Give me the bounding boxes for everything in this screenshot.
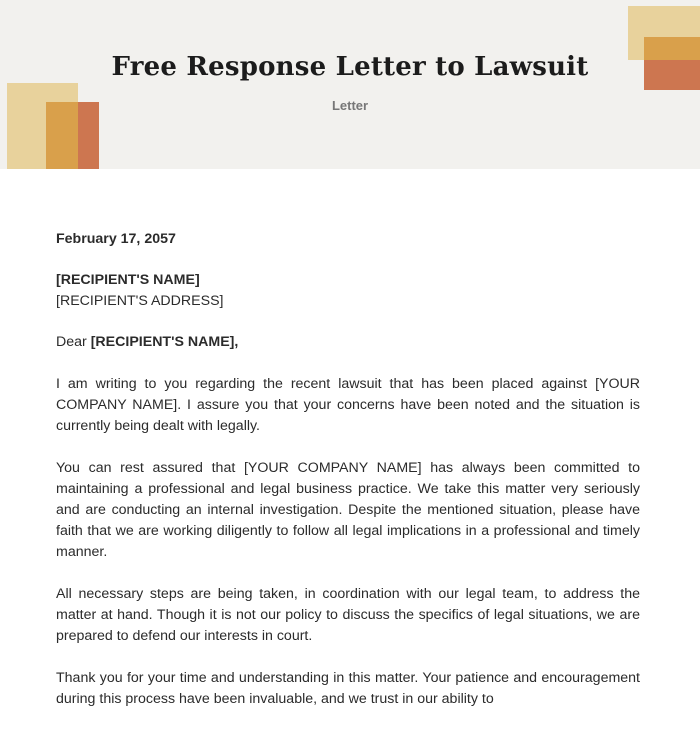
letter-paragraph: You can rest assured that [YOUR COMPANY NAME] has always been committed to maintaining a professional and legal business practice. We take this matter very seriously and are conducting an internal investigation. Despite the mentioned situation, please have faith that we are working diligently to follow all legal implications in a professional and timely manner. xyxy=(56,460,640,560)
letter-paragraph: I am writing to you regarding the recent lawsuit that has been placed against [YOUR COMPANY NAME]. I assure you that your concerns have been noted and the situation is currently being dealt with legally. xyxy=(56,376,640,434)
document-header xyxy=(0,0,700,169)
document-subtitle: Letter xyxy=(331,98,369,113)
letter-date: February 17, 2057 xyxy=(56,231,176,247)
letter-body xyxy=(56,229,640,731)
salutation xyxy=(56,332,640,353)
document-title: Free Response Letter to Lawsuit xyxy=(111,52,589,82)
salutation-name: [RECIPIENT'S NAME], xyxy=(90,334,239,350)
recipient-address: [RECIPIENT'S ADDRESS] xyxy=(56,293,224,309)
letter-paragraph: Thank you for your time and understanding in this matter. Your patience and encouragement during this process have been invaluable, and we trust in our ability to xyxy=(56,670,640,707)
recipient-name: [RECIPIENT'S NAME] xyxy=(56,272,200,288)
salutation-prefix: Dear xyxy=(56,334,91,350)
letter-paragraph: All necessary steps are being taken, in coordination with our legal team, to address the matter at hand. Though it is not our policy to discuss the specifics of legal situations, we are prepared to defend our interests in court. xyxy=(56,586,640,644)
